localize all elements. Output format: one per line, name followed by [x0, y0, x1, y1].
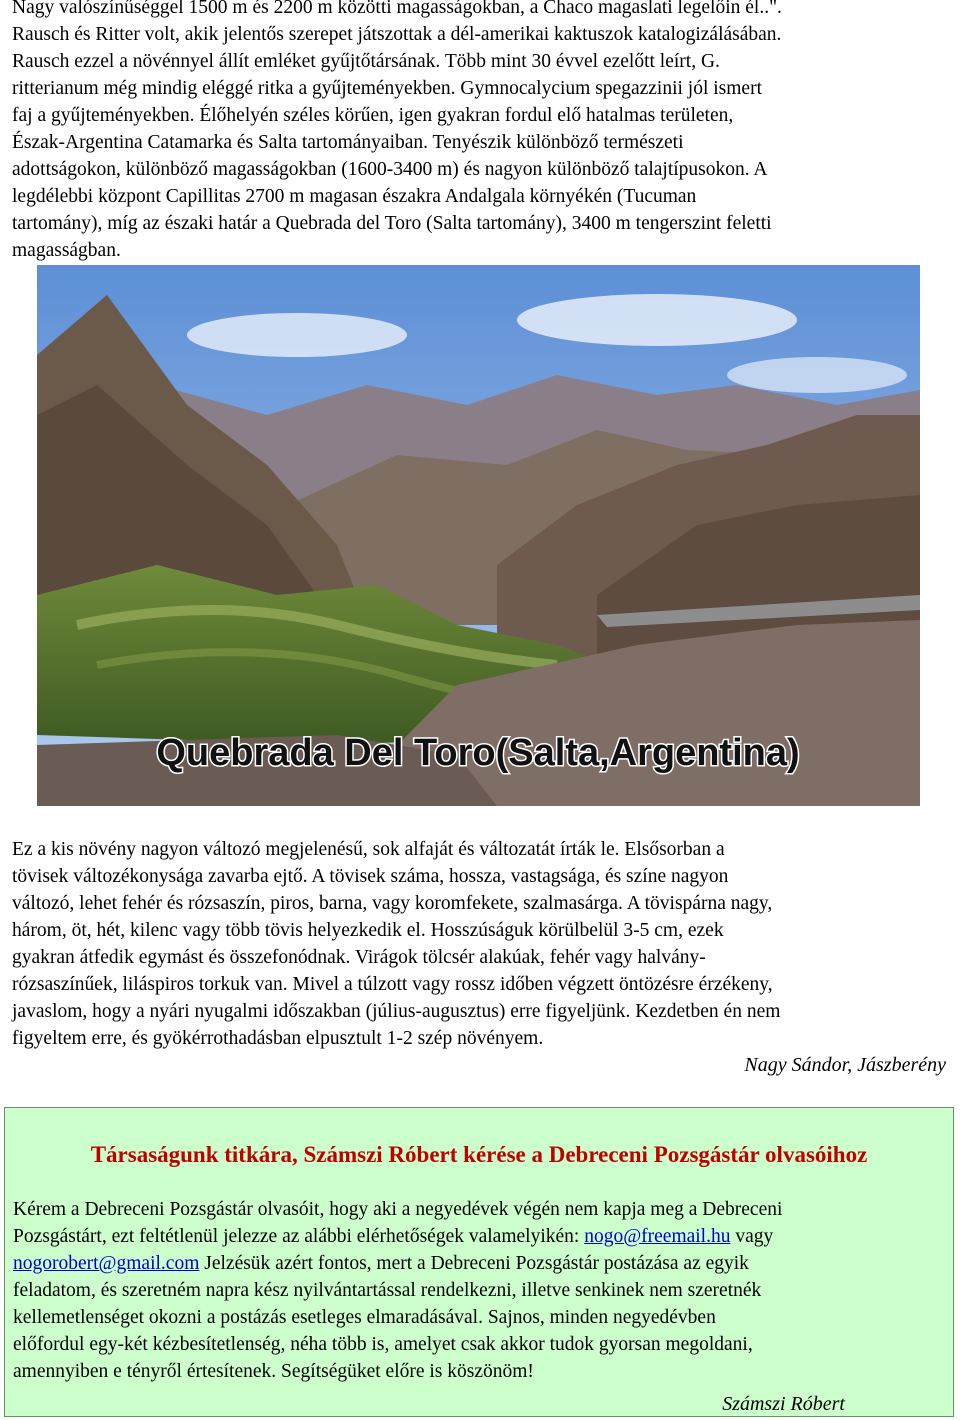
notice-body: [13, 1196, 945, 1385]
text-line: [13, 1223, 945, 1250]
text-line: javaslom, hogy a nyári nyugalmi időszakban (július-augusztus) erre figyeljünk. Kezdetben én nem: [12, 1001, 781, 1022]
text-line: előfordul egy-két kézbesítetlenség, néha több is, amelyet csak akkor tudok gyorsan megoldani,: [13, 1334, 753, 1355]
text-line: rózsaszínűek, liláspiros torkuk van. Mivel a túlzott vagy rossz időben végzett öntözésre érzékeny,: [12, 974, 773, 995]
text-line: Rausch ezzel a növénnyel állít emléket gyűjtőtársának. Több mint 30 évvel ezelőtt leírt, G.: [12, 51, 720, 72]
text-line: változó, lehet fehér és rózsaszín, piros, barna, vagy koromfekete, szalmasárga. A tövispárna nagy,: [12, 893, 773, 914]
text-line: magasságban.: [12, 240, 121, 261]
text-line: amennyiben e tényről értesítenek. Segítségüket előre is köszönöm!: [13, 1361, 534, 1382]
photo-caption: Quebrada Del Toro(Salta,Argentina): [156, 732, 800, 774]
text-fragment: Jelzésük azért fontos, mert a Debreceni Pozsgástár postázása az egyik: [199, 1253, 749, 1274]
landscape-photo: [37, 265, 920, 806]
text-fragment: vagy: [730, 1226, 774, 1247]
author-signature: Nagy Sándor, Jászberény: [744, 1054, 946, 1076]
text-line: legdélebbi központ Capillitas 2700 m magasan északra Andalgala környékén (Tucuman: [12, 186, 697, 207]
landscape-illustration: [37, 265, 920, 806]
text-line: Kérem a Debreceni Pozsgástár olvasóit, hogy aki a negyedévek végén nem kapja meg a Debreceni: [13, 1199, 783, 1220]
text-line: ritterianum még mindig eléggé ritka a gyűjteményekben. Gymnocalycium spegazzinii jól ismert: [12, 78, 762, 99]
text-line: faj a gyűjteményekben. Élőhelyén széles körűen, igen gyakran fordul elő hatalmas területen,: [12, 105, 734, 126]
text-line: figyeltem erre, és gyökérrothadásban elpusztult 1-2 szép növényem.: [12, 1028, 544, 1049]
text-line: három, öt, hét, kilenc vagy több tövis helyezkedik el. Hosszúságuk körülbelül 3-5 cm, ezek: [12, 920, 724, 941]
email-link-freemail[interactable]: nogo@freemail.hu: [584, 1226, 731, 1247]
text-line: Ez a kis növény nagyon változó megjelenésű, sok alfaját és változatát írták le. Elsősorban a: [12, 839, 725, 860]
intro-paragraph: [12, 0, 946, 264]
text-line: Nagy valószínűséggel 1500 m és 2200 m közötti magasságokban, a Chaco magaslati legelőin él..".: [12, 0, 782, 18]
text-line: Észak-Argentina Catamarka és Salta tartományaiban. Tenyészik különböző természeti: [12, 132, 684, 153]
text-line: tartomány), míg az északi határ a Quebrada del Toro (Salta tartomány), 3400 m tengerszint feletti: [12, 213, 772, 234]
notice-box: [4, 1107, 954, 1417]
text-line: tövisek változékonysága zavarba ejtő. A tövisek száma, hossza, vastagsága, és színe nagyon: [12, 866, 729, 887]
text-line: gyakran átfedik egymást és összefonódnak. Virágok tölcsér alakúak, fehér vagy halvány-: [12, 947, 706, 968]
text-line: adottságokon, különböző magasságokban (1600-3400 m) és nagyon különböző talajtípusokon. A: [12, 159, 768, 180]
description-paragraph: [12, 836, 946, 1052]
text-line: kellemetlenséget okozni a postázás esetleges elmaradásával. Sajnos, minden negyedévben: [13, 1307, 716, 1328]
text-line: [13, 1250, 945, 1277]
text-line: Rausch és Ritter volt, akik jelentős szerepet játszottak a dél-amerikai kaktuszok katalogizálásában.: [12, 24, 782, 45]
notice-title: Társaságunk titkára, Számszi Róbert kérése a Debreceni Pozsgástár olvasóihoz: [90, 1142, 868, 1167]
email-link-gmail[interactable]: nogorobert@gmail.com: [13, 1253, 200, 1274]
text-line: feladatom, és szeretném napra kész nyilvántartással rendelkezni, illetve senkinek nem szeretnék: [13, 1280, 762, 1301]
text-fragment: Pozsgástárt, ezt feltétlenül jelezze az alábbi elérhetőségek valamelyikén:: [13, 1226, 585, 1247]
secretary-signature: Számszi Róbert: [722, 1393, 845, 1415]
